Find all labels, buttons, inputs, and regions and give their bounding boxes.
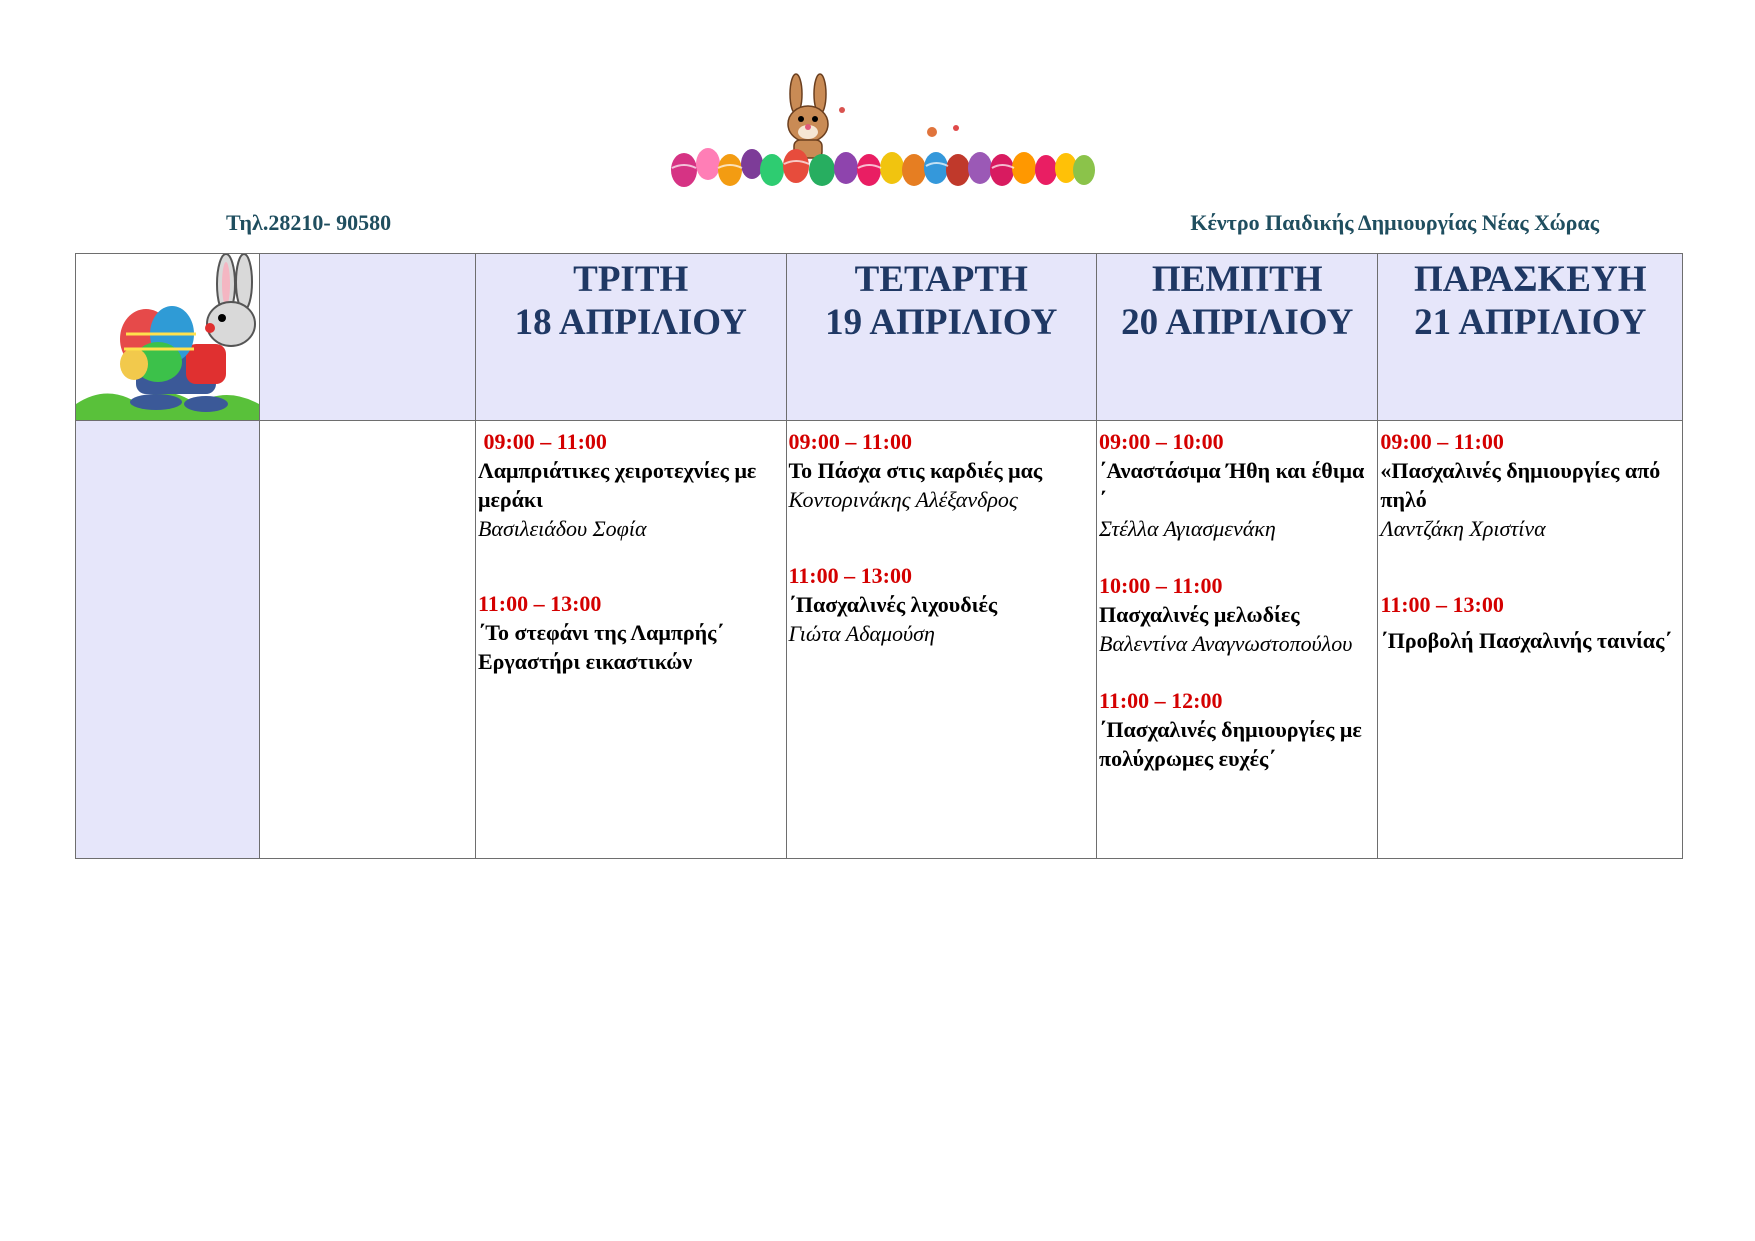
schedule-cell-friday bbox=[1378, 421, 1683, 859]
list-item bbox=[1099, 427, 1375, 543]
easter-eggs-banner-icon bbox=[664, 72, 1104, 192]
day-name: ΠΑΡΑΣΚΕΥΗ bbox=[1413, 259, 1647, 300]
list-item bbox=[478, 589, 784, 676]
list-item bbox=[478, 427, 784, 543]
day-date: 21 ΑΠΡΙΛΙΟΥ bbox=[1414, 302, 1647, 343]
left-lavender-cell bbox=[76, 421, 260, 859]
schedule-cell-wednesday bbox=[786, 421, 1097, 859]
slot-title: Λαμπριάτικες χειροτεχνίες με μεράκι bbox=[477, 458, 757, 512]
list-item bbox=[1380, 590, 1680, 658]
slot-title: Το Πάσχα στις καρδιές μας bbox=[788, 458, 1043, 483]
slot-time: 11:00 – 13:00 bbox=[477, 591, 602, 616]
list-item bbox=[789, 427, 1095, 514]
slot-title: «Πασχαλινές δημιουργίες από πηλό bbox=[1380, 458, 1661, 512]
blank-header-cell bbox=[259, 254, 475, 421]
slot-person: Κοντορινάκης Αλέξανδρος bbox=[788, 487, 1018, 512]
day-header-tuesday bbox=[475, 254, 786, 421]
phone-number: Τηλ.28210- 90580 bbox=[226, 210, 392, 235]
slot-title: Πασχαλινές μελωδίες bbox=[1099, 602, 1300, 627]
list-item bbox=[789, 561, 1095, 648]
slot-time: 10:00 – 11:00 bbox=[1099, 573, 1223, 598]
center-name: Κέντρο Παιδικής Δημιουργίας Νέας Χώρας bbox=[1190, 210, 1599, 235]
bunny-with-eggs-icon bbox=[76, 254, 259, 420]
slot-title: ΄Το στεφάνι της Λαμπρής΄ Εργαστήρι εικαστικών bbox=[477, 620, 724, 674]
day-name: ΤΡΙΤΗ bbox=[573, 259, 689, 300]
day-header-thursday bbox=[1097, 254, 1378, 421]
table-body-row bbox=[76, 421, 1683, 859]
schedule-cell-thursday bbox=[1097, 421, 1378, 859]
slot-time: 11:00 – 13:00 bbox=[788, 563, 912, 588]
slot-person: Βασιλειάδου Σοφία bbox=[477, 516, 647, 541]
schedule-cell-tuesday bbox=[475, 421, 786, 859]
slot-time: 09:00 – 11:00 bbox=[477, 429, 607, 454]
day-header-wednesday bbox=[786, 254, 1097, 421]
slot-time: 11:00 – 12:00 bbox=[1099, 688, 1223, 713]
slot-person: Λαντζάκη Χριστίνα bbox=[1380, 516, 1546, 541]
slot-time: 11:00 – 13:00 bbox=[1380, 592, 1504, 617]
slot-time: 09:00 – 10:00 bbox=[1099, 429, 1224, 454]
slot-title: ΄Προβολή Πασχαλινής ταινίας΄ bbox=[1380, 628, 1672, 653]
slot-time: 09:00 – 11:00 bbox=[788, 429, 912, 454]
slot-time: 09:00 – 11:00 bbox=[1380, 429, 1504, 454]
day-name: ΤΕΤΑΡΤΗ bbox=[854, 259, 1028, 300]
day-date: 18 ΑΠΡΙΛΙΟΥ bbox=[514, 302, 747, 343]
day-name: ΠΕΜΠΤΗ bbox=[1151, 259, 1323, 300]
day-date: 19 ΑΠΡΙΛΙΟΥ bbox=[825, 302, 1058, 343]
list-item bbox=[1380, 427, 1680, 543]
slot-title: ΄Πασχαλινές λιχουδιές bbox=[788, 592, 998, 617]
blank-body-cell bbox=[259, 421, 475, 859]
schedule-table bbox=[75, 253, 1683, 859]
slot-title: ΄Αναστάσιμα Ήθη και έθιμα ΄ bbox=[1099, 458, 1365, 512]
slot-person: Στέλλα Αγιασμενάκη bbox=[1099, 516, 1276, 541]
day-date: 20 ΑΠΡΙΛΙΟΥ bbox=[1121, 302, 1354, 343]
day-header-friday bbox=[1378, 254, 1683, 421]
table-header-row bbox=[76, 254, 1683, 421]
list-item bbox=[1099, 686, 1375, 773]
corner-image-cell bbox=[76, 254, 260, 421]
list-item bbox=[1099, 571, 1375, 658]
slot-person: Βαλεντίνα Αναγνωστοπούλου bbox=[1099, 631, 1353, 656]
slot-person: Γιώτα Αδαμούση bbox=[788, 621, 935, 646]
slot-title: ΄Πασχαλινές δημιουργίες με πολύχρωμες ευχές΄ bbox=[1099, 717, 1362, 771]
